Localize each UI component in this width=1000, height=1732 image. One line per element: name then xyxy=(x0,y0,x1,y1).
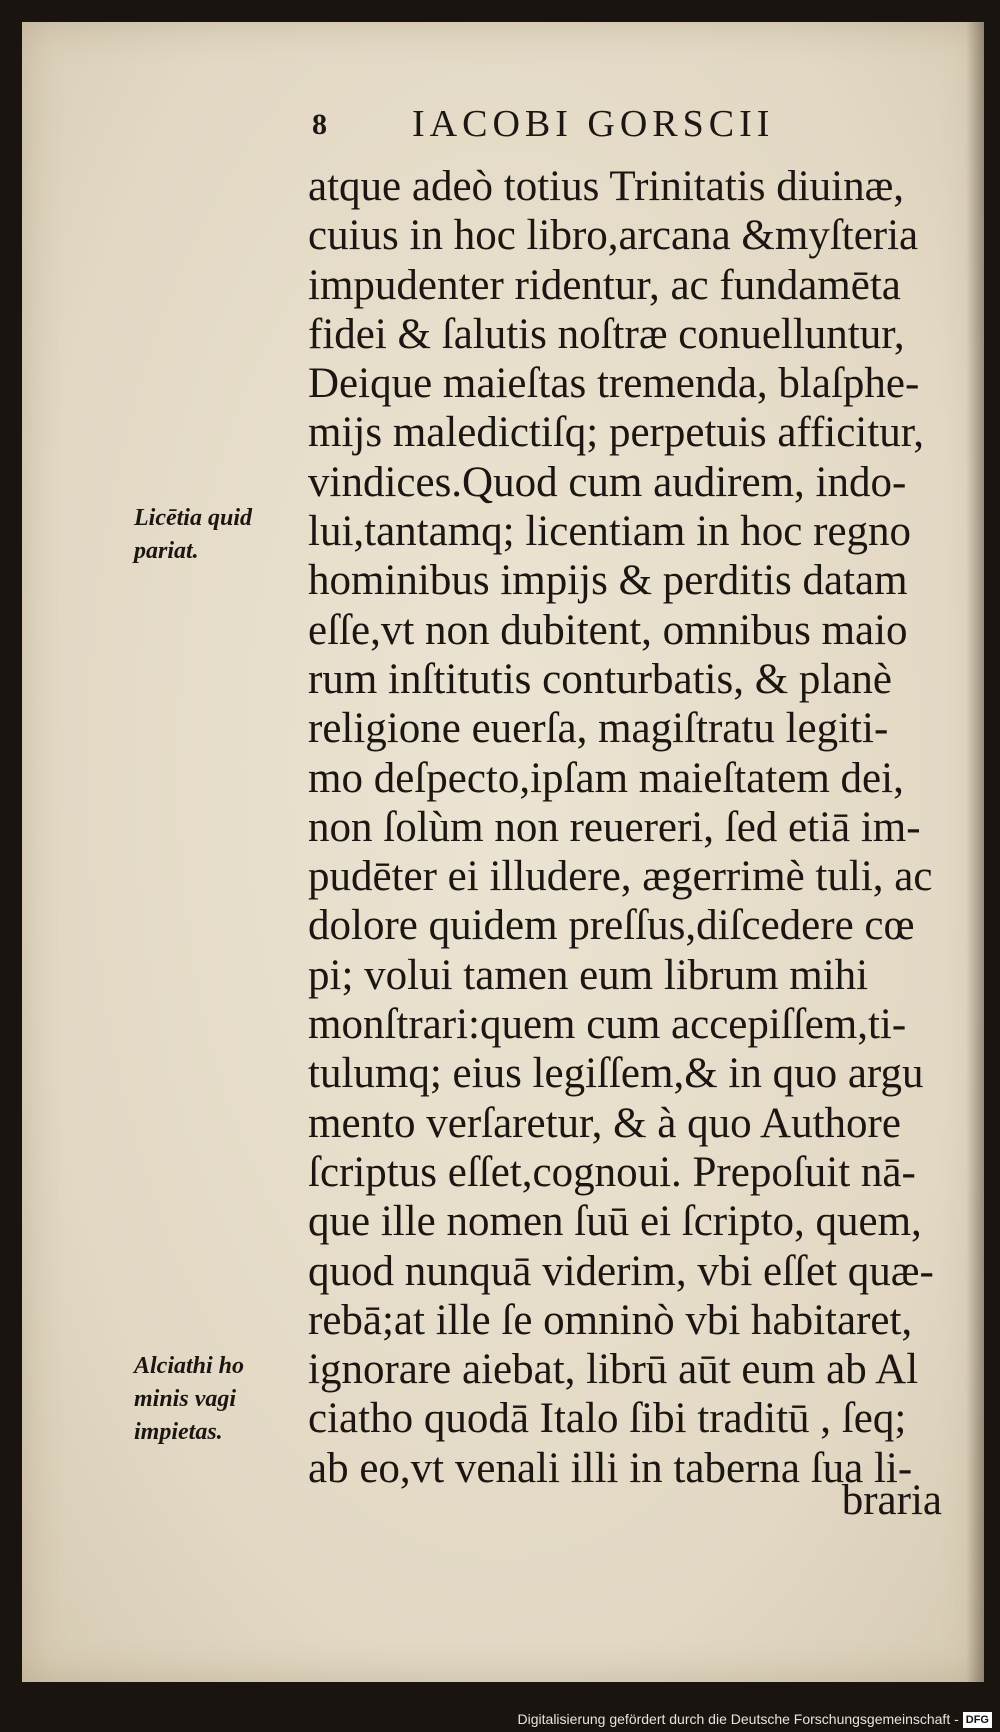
text-line: mijs maledictiſq; perpetuis afficitur, xyxy=(308,409,925,457)
text-line: pi; volui tamen eum librum mihi xyxy=(308,951,869,999)
dfg-logo: DFG xyxy=(963,1712,992,1728)
body-text xyxy=(308,162,1000,1493)
text-line: eſſe,vt non dubitent, omnibus maio xyxy=(308,606,908,654)
text-line: rum inſtitutis conturbatis, & planè xyxy=(308,655,893,703)
text-line: fidei & ſalutis noſtræ conuelluntur, xyxy=(308,310,905,358)
text-line: que ille nomen ſuū ei ſcripto, quem, xyxy=(308,1198,922,1246)
footer-text: Digitalisierung gefördert durch die Deutsche Forschungsgemeinschaft - xyxy=(517,1711,959,1727)
text-line: cuius in hoc libro,arcana &myſteria xyxy=(308,212,919,260)
text-line: vindices.Quod cum audirem, indo- xyxy=(308,458,907,506)
text-line: impudenter ridentur, ac fundamēta xyxy=(308,261,901,309)
text-line: quod nunquā viderim, vbi eſſet quæ- xyxy=(308,1247,934,1295)
margin-note-line: pariat. xyxy=(134,538,199,564)
text-line: ciatho quodā Italo ſibi traditū , ſeq; xyxy=(308,1395,907,1443)
page-number: 8 xyxy=(312,108,327,141)
text-line: atque adeò totius Trinitatis diuinæ, xyxy=(308,163,905,210)
running-head xyxy=(312,100,912,150)
margin-note-line: minis vagi xyxy=(134,1386,237,1412)
margin-note-line: impietas. xyxy=(134,1419,223,1445)
text-line: lui,tantamq; licentiam in hoc regno xyxy=(308,508,912,556)
text-line: ignorare aiebat, librū aūt eum ab Al xyxy=(308,1346,919,1394)
text-line: tulumq; eius legiſſem,& in quo argu xyxy=(308,1050,924,1098)
text-line: non ſolùm non reuereri, ſed etiā im- xyxy=(308,803,921,851)
margin-note xyxy=(134,1350,294,1449)
book-page xyxy=(22,22,984,1682)
text-line: dolore quidem preſſus,diſcedere cœ xyxy=(308,902,915,950)
text-line: Deique maieſtas tremenda, blaſphe- xyxy=(308,360,920,408)
text-line: mento verſaretur, & à quo Authore xyxy=(308,1099,901,1147)
text-line: monſtrari:quem cum accepiſſem,ti- xyxy=(308,1001,907,1049)
catchword: braria xyxy=(841,1477,942,1524)
text-line: rebā;at ille ſe omninò vbi habitaret, xyxy=(308,1296,913,1344)
text-line: hominibus impijs & perditis datam xyxy=(308,557,908,605)
digitization-footer xyxy=(0,1706,1000,1732)
running-head-title: IACOBI GORSCII xyxy=(412,103,775,145)
text-line: mo deſpecto,ipſam maieſtatem dei, xyxy=(308,754,904,802)
margin-note xyxy=(134,502,294,568)
text-line: ſcriptus eſſet,cognoui. Prepoſuit nā- xyxy=(308,1148,916,1196)
text-line: religione euerſa, magiſtratu legiti- xyxy=(308,705,889,753)
text-line: ab eo,vt venali illi in taberna ſua li- xyxy=(308,1444,913,1492)
margin-note-line: Alciathi ho xyxy=(134,1353,245,1379)
text-line: pudēter ei illudere, ægerrimè tuli, ac xyxy=(308,853,933,901)
margin-note-line: Licētia quid xyxy=(134,505,252,531)
